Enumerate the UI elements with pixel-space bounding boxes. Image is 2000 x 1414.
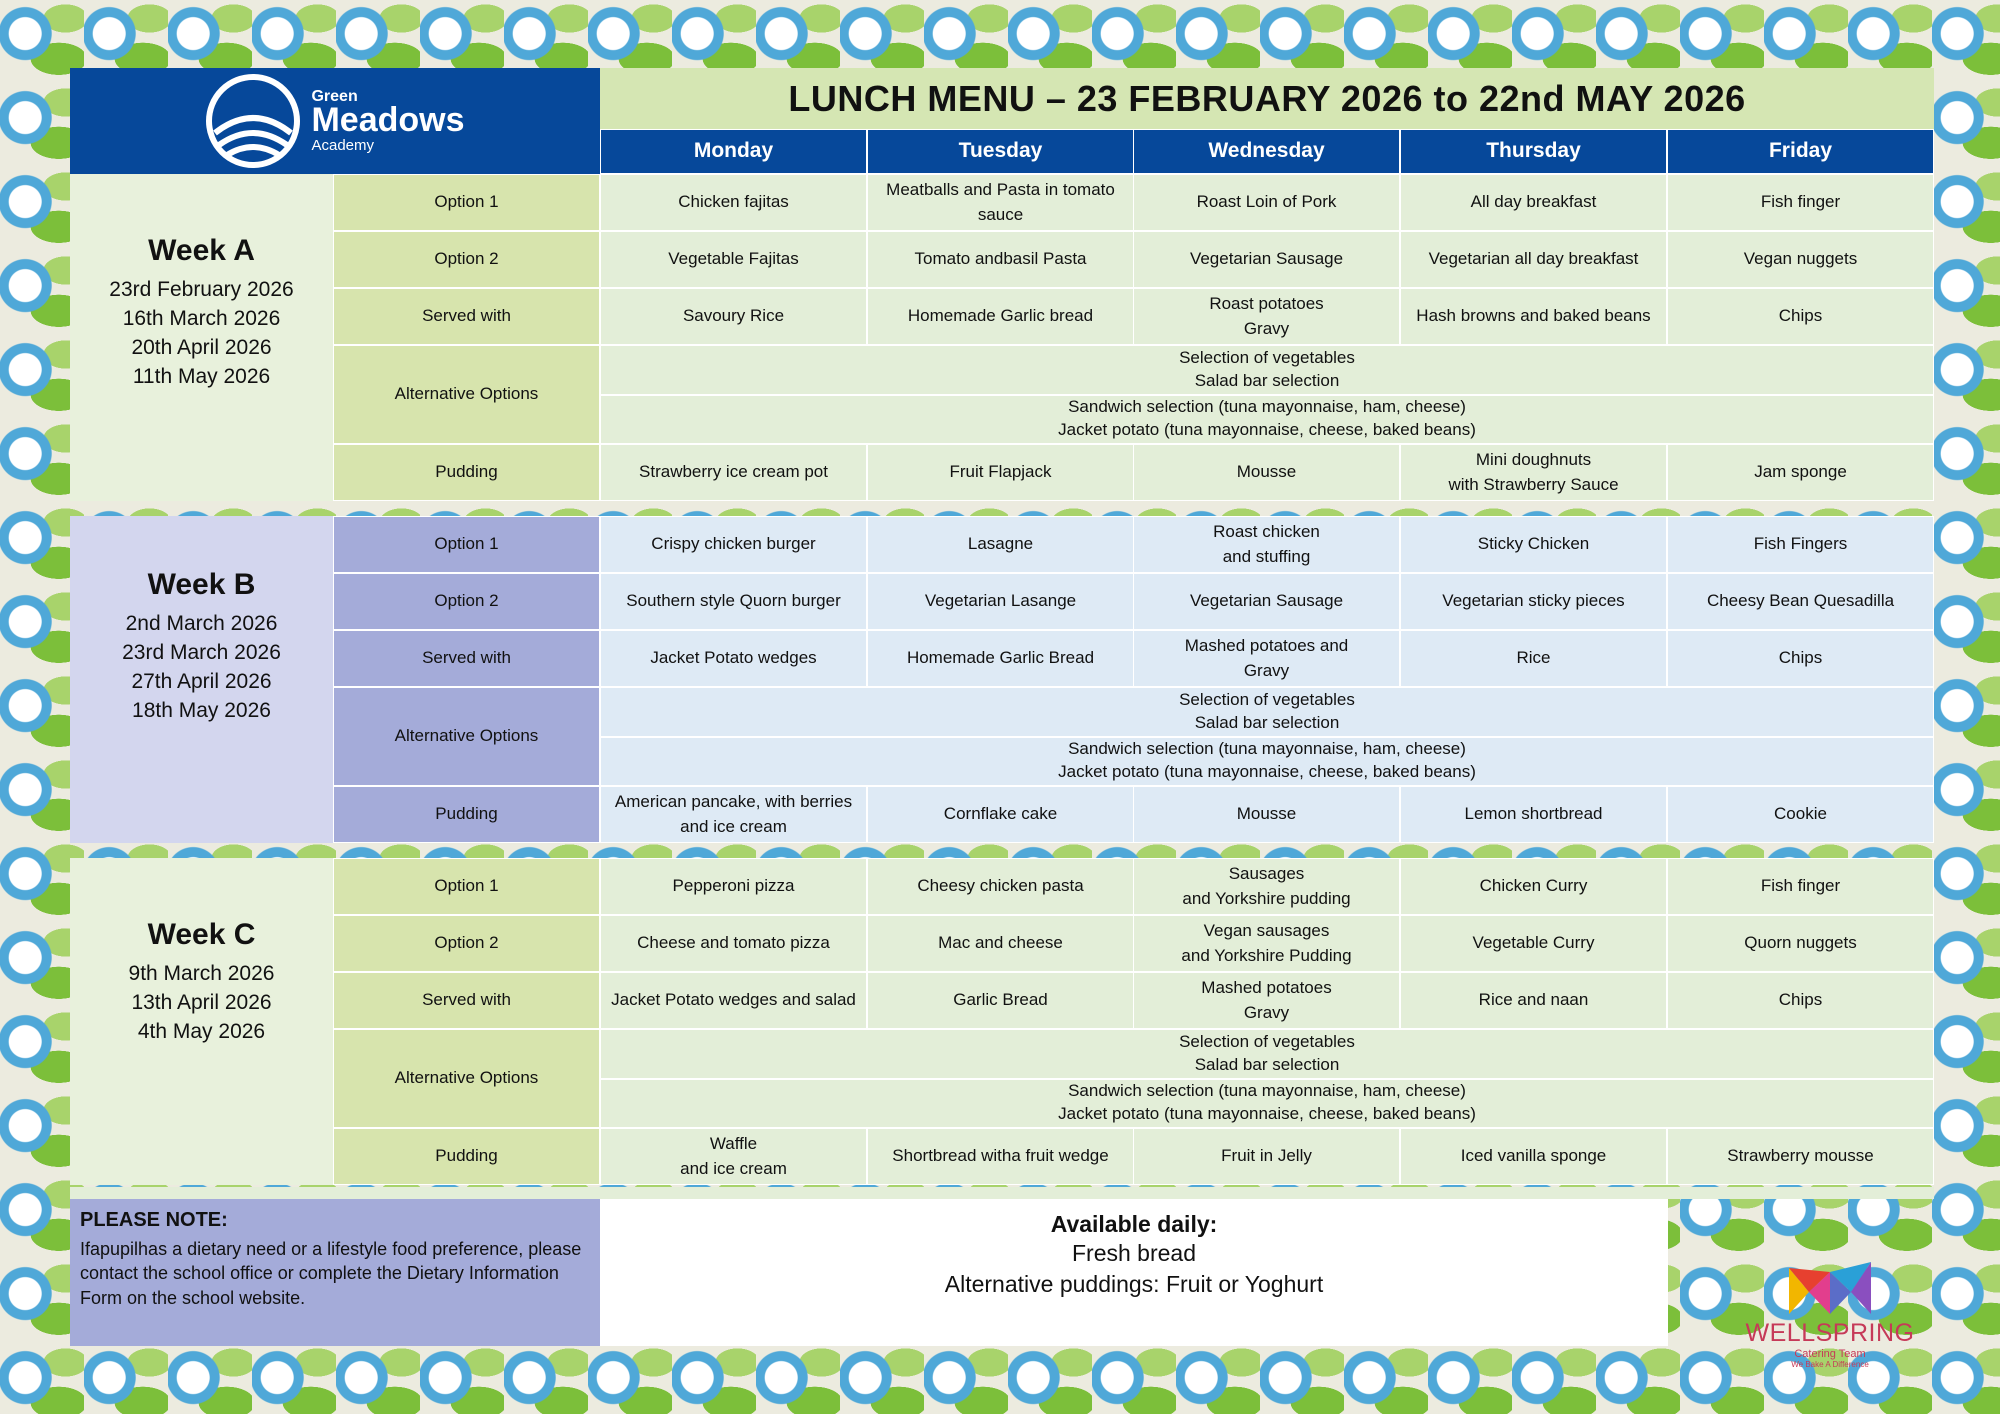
menu-item-text: Homemade Garlic bread: [907, 306, 1094, 326]
menu-item-text: Roast Loin of Pork: [1196, 192, 1337, 212]
week-c-bottom-strip: [70, 1187, 1934, 1199]
menu-item-text: Shortbread witha fruit wedge: [892, 1146, 1109, 1166]
menu-item-text: Jacket Potato wedges and salad: [611, 990, 856, 1010]
row-label-option1: Option 1: [333, 858, 600, 915]
row-label-pudding: Pudding: [333, 444, 600, 501]
week-date: 2nd March 2026: [125, 612, 278, 635]
alternative-option-text: Jacket potato (tuna mayonnaise, cheese, baked beans): [1058, 1104, 1476, 1124]
menu-cell-pudding-thursday: [1400, 1128, 1667, 1185]
menu-item-text: Roast potatoes: [1209, 293, 1324, 313]
menu-item-text: Cornflake cake: [943, 804, 1058, 824]
alternative-option-text: Salad bar selection: [1194, 370, 1340, 390]
menu-cell-served-tuesday: [867, 630, 1134, 687]
menu-cell-served-friday: [1667, 630, 1934, 687]
menu-cell-option1-friday: [1667, 174, 1934, 231]
caterer-logo: [1740, 1262, 1920, 1392]
menu-item-text: Jacket Potato wedges: [650, 648, 817, 668]
menu-cell-served-tuesday: [867, 288, 1134, 345]
menu-cell-pudding-friday: [1667, 444, 1934, 501]
week-title: Week C: [147, 918, 256, 951]
menu-cell-option2-thursday: [1400, 573, 1667, 630]
menu-item-text: Waffle: [709, 1133, 758, 1153]
school-name: Green Meadows Academy: [311, 88, 465, 154]
row-label-alt: Alternative Options: [333, 1029, 600, 1128]
menu-cell-option1-monday: [600, 516, 867, 573]
menu-item-text: Savoury Rice: [682, 306, 785, 326]
menu-cell-option2-tuesday: [867, 915, 1134, 972]
dietary-note: [70, 1199, 600, 1346]
menu-item-text: Vegan nuggets: [1743, 249, 1858, 269]
menu-item-text: Quorn nuggets: [1744, 933, 1857, 953]
menu-item-text: Pepperoni pizza: [672, 876, 795, 896]
wellspring-m-icon: [1789, 1262, 1871, 1314]
menu-item-text: Mousse: [1236, 462, 1297, 482]
week-date: 23rd March 2026: [122, 640, 281, 664]
row-label-option2: Option 2: [333, 573, 600, 630]
caterer-sub: Catering Team: [1794, 1348, 1866, 1360]
menu-item-text: Tomato andbasil Pasta: [914, 249, 1087, 269]
week-block-a: [70, 174, 333, 501]
week-date: 27th April 2026: [131, 669, 272, 693]
menu-item-text: All day breakfast: [1470, 192, 1597, 212]
menu-cell-pudding-monday: [600, 786, 867, 843]
row-label-served: Served with: [333, 288, 600, 345]
menu-cell-option2-monday: [600, 915, 867, 972]
available-daily-title: Available daily:: [1050, 1211, 1218, 1237]
menu-item-text: Gravy: [1243, 1002, 1290, 1022]
menu-item-text: Cheese and tomato pizza: [637, 933, 830, 953]
school-logo-icon: [205, 73, 301, 169]
menu-item-text: American pancake, with berries and ice cream: [614, 791, 853, 836]
menu-cell-served-friday: [1667, 288, 1934, 345]
menu-item-text: Lasagne: [967, 534, 1034, 554]
alternative-option-text: Jacket potato (tuna mayonnaise, cheese, baked beans): [1058, 762, 1476, 782]
menu-cell-pudding-wednesday: [1133, 786, 1400, 843]
menu-cell-option2-wednesday: [1133, 915, 1400, 972]
menu-cell-option2-friday: [1667, 915, 1934, 972]
alternative-options-line2: [600, 737, 1934, 787]
row-label-option1: Option 1: [333, 174, 600, 231]
menu-cell-option1-friday: [1667, 858, 1934, 915]
row-label-pudding: Pudding: [333, 786, 600, 843]
menu-item-text: Gravy: [1243, 318, 1290, 338]
menu-item-text: Chicken fajitas: [678, 192, 789, 212]
menu-cell-option2-tuesday: [867, 231, 1134, 288]
menu-cell-pudding-monday: [600, 444, 867, 501]
menu-item-text: Hash browns and baked beans: [1416, 306, 1651, 326]
alternative-option-text: Selection of vegetables: [1179, 347, 1355, 367]
alternative-option-text: Sandwich selection (tuna mayonnaise, ham, cheese): [1068, 739, 1466, 759]
week-date: 9th March 2026: [128, 962, 275, 985]
menu-item-text: Meatballs and Pasta in tomato sauce: [886, 179, 1115, 224]
menu-item-text: Iced vanilla sponge: [1460, 1146, 1607, 1166]
menu-item-text: Chips: [1778, 306, 1823, 326]
menu-cell-pudding-thursday: [1400, 444, 1667, 501]
menu-cell-pudding-wednesday: [1133, 444, 1400, 501]
alternative-option-text: Salad bar selection: [1194, 712, 1340, 732]
menu-item-text: Vegetarian Sausage: [1189, 591, 1344, 611]
menu-item-text: Vegetable Fajitas: [668, 249, 799, 269]
menu-cell-option1-friday: [1667, 516, 1934, 573]
menu-item-text: Fish Fingers: [1753, 534, 1848, 554]
alternative-options-line2: [600, 1079, 1934, 1129]
menu-item-text: Vegetable Curry: [1472, 933, 1595, 953]
menu-cell-served-tuesday: [867, 972, 1134, 1029]
menu-cell-served-monday: [600, 288, 867, 345]
menu-cell-option2-wednesday: [1133, 231, 1400, 288]
menu-cell-pudding-friday: [1667, 1128, 1934, 1185]
menu-cell-option2-friday: [1667, 231, 1934, 288]
menu-cell-pudding-wednesday: [1133, 1128, 1400, 1185]
menu-cell-option1-thursday: [1400, 516, 1667, 573]
day-header-monday: Monday: [600, 129, 867, 174]
day-header-friday: Friday: [1667, 129, 1934, 174]
menu-item-text: Vegetarian Lasange: [924, 591, 1077, 611]
menu-item-text: and Yorkshire Pudding: [1181, 945, 1352, 965]
menu-item-text: Fish finger: [1760, 192, 1841, 212]
week-date: 13th April 2026: [131, 990, 272, 1014]
menu-cell-option2-monday: [600, 231, 867, 288]
dietary-note-title: PLEASE NOTE:: [80, 1209, 228, 1231]
menu-cell-option2-tuesday: [867, 573, 1134, 630]
menu-item-text: Cookie: [1774, 804, 1827, 824]
menu-item-text: Strawberry mousse: [1727, 1146, 1874, 1166]
available-daily-line2: Alternative puddings: Fruit or Yoghurt: [944, 1271, 1324, 1298]
menu-item-text: with Strawberry Sauce: [1448, 474, 1619, 494]
menu-item-text: Vegetarian sticky pieces: [1442, 591, 1625, 611]
alternative-options-line2: [600, 395, 1934, 445]
menu-item-text: Rice and naan: [1478, 990, 1589, 1010]
menu-item-text: Roast chicken: [1213, 521, 1320, 541]
menu-cell-pudding-monday: [600, 1128, 867, 1185]
menu-item-text: and Yorkshire pudding: [1182, 888, 1351, 908]
week-block-b: [70, 516, 333, 843]
menu-cell-served-thursday: [1400, 288, 1667, 345]
menu-item-text: Jam sponge: [1754, 462, 1847, 482]
menu-item-text: Cheesy Bean Quesadilla: [1706, 591, 1895, 611]
available-daily-line1: Fresh bread: [1071, 1240, 1196, 1266]
alternative-options-line1: [600, 345, 1934, 395]
school-logo: [70, 68, 600, 174]
menu-cell-option1-thursday: [1400, 174, 1667, 231]
row-label-alt: Alternative Options: [333, 687, 600, 786]
available-daily: [600, 1199, 1668, 1346]
menu-item-text: Fruit in Jelly: [1221, 1146, 1312, 1166]
menu-item-text: Crispy chicken burger: [651, 534, 816, 554]
menu-item-text: Vegetarian all day breakfast: [1428, 249, 1639, 269]
row-label-pudding: Pudding: [333, 1128, 600, 1185]
menu-cell-option1-tuesday: [867, 858, 1134, 915]
menu-cell-served-monday: [600, 972, 867, 1029]
menu-item-text: and ice cream: [680, 1158, 787, 1178]
menu-item-text: Mac and cheese: [938, 933, 1063, 953]
menu-item-text: Fruit Flapjack: [949, 462, 1052, 482]
menu-cell-served-wednesday: [1133, 972, 1400, 1029]
menu-item-text: Mini doughnuts: [1475, 449, 1592, 469]
menu-cell-option1-tuesday: [867, 174, 1134, 231]
menu-item-text: Chips: [1778, 648, 1823, 668]
week-date: 4th May 2026: [137, 1019, 266, 1043]
menu-cell-served-thursday: [1400, 972, 1667, 1029]
day-header-wednesday: Wednesday: [1133, 129, 1400, 174]
day-header-thursday: Thursday: [1400, 129, 1667, 174]
menu-cell-option1-monday: [600, 174, 867, 231]
week-title: Week A: [148, 234, 255, 267]
menu-item-text: Cheesy chicken pasta: [917, 876, 1084, 896]
menu-item-text: Chips: [1778, 990, 1823, 1010]
menu-cell-served-thursday: [1400, 630, 1667, 687]
menu-cell-option1-wednesday: [1133, 174, 1400, 231]
menu-item-text: Fish finger: [1760, 876, 1841, 896]
menu-cell-option1-tuesday: [867, 516, 1134, 573]
row-label-option2: Option 2: [333, 915, 600, 972]
menu-cell-served-wednesday: [1133, 630, 1400, 687]
menu-item-text: Lemon shortbread: [1464, 804, 1603, 824]
menu-item-text: Gravy: [1243, 660, 1290, 680]
menu-item-text: Chicken Curry: [1479, 876, 1588, 896]
alternative-option-text: Selection of vegetables: [1179, 689, 1355, 709]
menu-item-text: Mashed potatoes and: [1184, 635, 1349, 655]
dietary-note-text: Ifapupilhas a dietary need or a lifestyle food preference, please contact the school office or complete the Dietary Information Form on the school website.: [80, 1238, 582, 1309]
week-block-c: [70, 858, 333, 1185]
menu-item-text: Vegetarian Sausage: [1189, 249, 1344, 269]
menu-item-text: Homemade Garlic Bread: [906, 648, 1095, 668]
day-header-tuesday: Tuesday: [867, 129, 1134, 174]
menu-cell-option1-thursday: [1400, 858, 1667, 915]
menu-cell-pudding-thursday: [1400, 786, 1667, 843]
menu-item-text: Sticky Chicken: [1477, 534, 1590, 554]
caterer-name: WELLSPRING: [1745, 1319, 1915, 1347]
alternative-option-text: Sandwich selection (tuna mayonnaise, ham, cheese): [1068, 1081, 1466, 1101]
menu-cell-option2-monday: [600, 573, 867, 630]
menu-cell-pudding-tuesday: [867, 786, 1134, 843]
menu-cell-pudding-friday: [1667, 786, 1934, 843]
menu-cell-pudding-tuesday: [867, 444, 1134, 501]
row-label-option2: Option 2: [333, 231, 600, 288]
week-date: 11th May 2026: [132, 364, 271, 388]
menu-item-text: Sausages: [1228, 863, 1305, 883]
week-date: 18th May 2026: [132, 698, 271, 722]
alternative-options-line1: [600, 687, 1934, 737]
page-title: LUNCH MENU – 23 FEBRUARY 2026 to 22nd MAY 2026: [600, 68, 1934, 129]
week-date: 23rd February 2026: [109, 278, 294, 301]
menu-cell-option1-wednesday: [1133, 858, 1400, 915]
menu-cell-option2-friday: [1667, 573, 1934, 630]
menu-item-text: Garlic Bread: [953, 990, 1048, 1010]
row-label-served: Served with: [333, 630, 600, 687]
menu-cell-option2-thursday: [1400, 915, 1667, 972]
menu-item-text: Strawberry ice cream pot: [639, 462, 828, 482]
alternative-option-text: Sandwich selection (tuna mayonnaise, ham, cheese): [1068, 397, 1466, 417]
caterer-tagline: We Bake A Difference: [1791, 1360, 1869, 1369]
alternative-option-text: Jacket potato (tuna mayonnaise, cheese, baked beans): [1058, 420, 1476, 440]
week-date: 16th March 2026: [122, 306, 281, 330]
week-date: 20th April 2026: [131, 335, 272, 359]
alternative-options-line1: [600, 1029, 1934, 1079]
row-label-alt: Alternative Options: [333, 345, 600, 444]
menu-cell-served-monday: [600, 630, 867, 687]
menu-cell-pudding-tuesday: [867, 1128, 1134, 1185]
row-label-served: Served with: [333, 972, 600, 1029]
menu-item-text: Rice: [1516, 648, 1551, 668]
menu-item-text: Vegan sausages: [1203, 920, 1330, 940]
menu-cell-option1-wednesday: [1133, 516, 1400, 573]
alternative-option-text: Salad bar selection: [1194, 1054, 1340, 1074]
menu-item-text: and stuffing: [1222, 546, 1311, 566]
menu-item-text: Southern style Quorn burger: [626, 591, 841, 611]
alternative-option-text: Selection of vegetables: [1179, 1031, 1355, 1051]
menu-cell-option2-wednesday: [1133, 573, 1400, 630]
row-label-option1: Option 1: [333, 516, 600, 573]
menu-item-text: Mousse: [1236, 804, 1297, 824]
week-title: Week B: [147, 568, 256, 601]
menu-cell-option1-monday: [600, 858, 867, 915]
menu-cell-served-wednesday: [1133, 288, 1400, 345]
menu-cell-option2-thursday: [1400, 231, 1667, 288]
menu-item-text: Mashed potatoes: [1201, 977, 1332, 997]
menu-cell-served-friday: [1667, 972, 1934, 1029]
